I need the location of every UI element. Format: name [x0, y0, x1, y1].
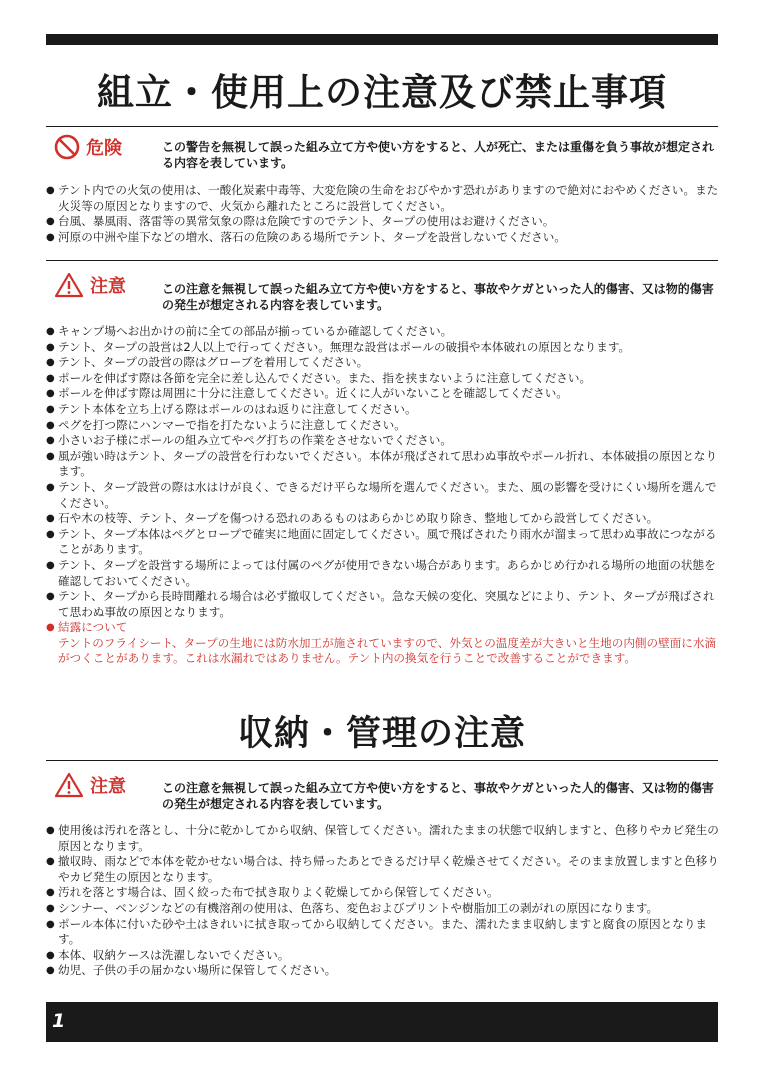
list-item: ● テント、タープを設営する場所によっては付属のペグが使用できない場合があります。あらかじめ行かれる場所の地面の状態を確認しておいてください。	[47, 558, 723, 589]
list-item: ● 使用後は汚れを落とし、十分に乾かしてから収納、保管してください。濡れたままの状態で収納しますと、色移りやカビ発生の原因となります。	[47, 823, 723, 854]
prohibition-icon	[54, 134, 80, 160]
top-bar	[46, 34, 718, 45]
list-item: ● テント、タープ本体はペグとロープで確実に地面に固定してください。風で飛ばされたり雨水が溜まって思わぬ事故につながることがあります。	[47, 527, 723, 558]
danger-label: 危険	[86, 138, 122, 159]
list-item: ● テント本体を立ち上げる際はポールのはね返りに注意してください。	[47, 402, 723, 418]
list-item: ● ペグを打つ際にハンマーで指を打たないように注意してください。	[47, 418, 723, 434]
warning-triangle-icon	[54, 272, 84, 298]
caution-label: 注意	[90, 276, 126, 297]
page-number: 1	[52, 1010, 66, 1032]
note-title: 結露について	[58, 620, 128, 635]
warning-triangle-icon	[54, 772, 84, 798]
list-item: ● 台風、暴風雨、落雷等の異常気象の際は危険ですのでテント、タープの使用はお避けください。	[47, 214, 723, 230]
list-item: ● テント、タープ設営の際は水はけが良く、できるだけ平らな場所を選んでください。また、風の影響を受けにくい場所を選んでください。	[47, 480, 723, 511]
list-item: ● 小さいお子様にポールの組み立てやペグ打ちの作業をさせないでください。	[47, 433, 723, 449]
list-item: ● ポール本体に付いた砂や土はきれいに拭き取ってから収納してください。また、濡れたまま収納しますと腐食の原因となります。	[47, 917, 723, 948]
list-item: ● テント、タープの設営の際はグローブを着用してください。	[47, 355, 723, 371]
list-item: ● 撤収時、雨などで本体を乾かせない場合は、持ち帰ったあとできるだけ早く乾燥させてください。そのまま放置しますと色移りやカビ発生の原因となります。	[47, 854, 723, 885]
list-item: ● 汚れを落とす場合は、固く絞った布で拭き取りよく乾燥してから保管してください。	[47, 885, 723, 901]
caution-description: この注意を無視して誤った組み立て方や使い方をすると、事故やケガといった人的傷害、又は物的傷害の発生が想定される内容を表しています。	[162, 282, 714, 312]
list-item: ● テント、タープの設営は2人以上で行ってください。無理な設営はポールの破損や本体破れの原因となります。	[47, 340, 723, 356]
page-title: 組立・使用上の注意及び禁止事項	[97, 71, 667, 114]
divider	[46, 760, 718, 761]
list-item: ● テント内での火気の使用は、一酸化炭素中毒等、大変危険の生命をおびやかす恐れがありますので絶対におやめください。また火災等の原因となりますので、火気から離れたところに設営してください。	[47, 183, 723, 214]
caution-header-storage	[54, 772, 126, 798]
divider	[46, 126, 718, 127]
condensation-note	[47, 620, 723, 667]
divider	[46, 260, 718, 261]
list-item: ● 幼児、子供の手の届かない場所に保管してください。	[47, 963, 723, 979]
list-item: ● ポールを伸ばす際は周囲に十分に注意してください。近くに人がいないことを確認してください。	[47, 386, 723, 402]
list-item: ● 風が強い時はテント、タープの設営を行わないでください。本体が飛ばされて思わぬ事故やポール折れ、本体破損の原因となります。	[47, 449, 723, 480]
danger-description: この警告を無視して誤った組み立て方や使い方をすると、人が死亡、または重傷を負う事故が想定される内容を表しています。	[162, 140, 715, 170]
list-item: ● 河原の中洲や崖下などの増水、落石の危険のある場所でテント、タープを設営しないでください。	[47, 230, 723, 246]
caution-description: この注意を無視して誤った組み立て方や使い方をすると、事故やケガといった人的傷害、又は物的傷害の発生が想定される内容を表しています。	[162, 781, 714, 811]
list-item: ● キャンプ場へお出かけの前に全ての部品が揃っているか確認してください。	[47, 324, 723, 340]
caution-header	[54, 272, 126, 298]
danger-list	[47, 183, 723, 245]
note-text: テントのフライシート、タープの生地には防水加工が施されていますので、外気との温度差が大きいと生地の内側の壁面に水滴がつくことがあります。これは水漏れではありません。テント内の換気を行うことで改善することができます。	[58, 635, 717, 666]
caution-list	[47, 324, 723, 667]
list-item: ● テント、タープから長時間離れる場合は必ず撤収してください。急な天候の変化、突風などにより、テント、タープが飛ばされて思わぬ事故の原因となります。	[47, 589, 723, 620]
list-item: ● 本体、収納ケースは洗濯しないでください。	[47, 948, 723, 964]
storage-list	[47, 823, 723, 979]
footer-bar	[46, 1002, 718, 1042]
list-item: ● 石や木の枝等、テント、タープを傷つける恐れのあるものはあらかじめ取り除き、整地してから設営してください。	[47, 511, 723, 527]
caution-label: 注意	[90, 776, 126, 797]
section-title: 収納・管理の注意	[237, 714, 526, 754]
danger-header	[54, 134, 122, 160]
list-item: ● シンナー、ベンジンなどの有機溶剤の使用は、色落ち、変色およびプリントや樹脂加工の剥がれの原因になります。	[47, 901, 723, 917]
list-item: ● ポールを伸ばす際は各節を完全に差し込んでください。また、指を挟まないように注意してください。	[47, 371, 723, 387]
